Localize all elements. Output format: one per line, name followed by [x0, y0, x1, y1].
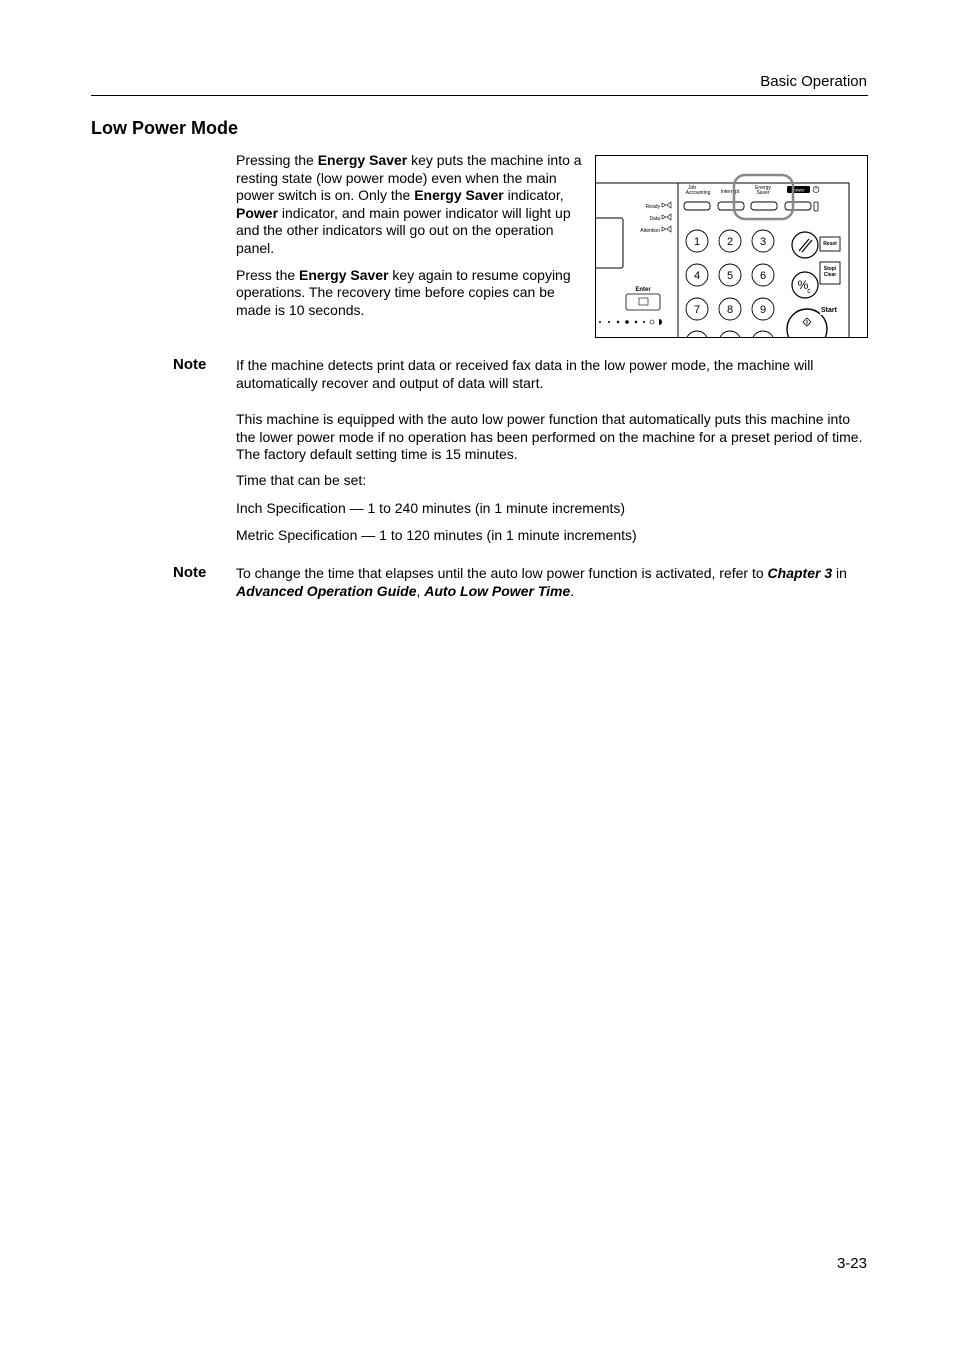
intro-paragraph-1: [236, 152, 586, 258]
text-run: Press the: [236, 266, 300, 283]
attention-indicator-label: Attention: [640, 228, 660, 234]
emphasis-text: Advanced Operation Guide: [236, 582, 417, 599]
interrupt-label: Interrupt: [720, 189, 740, 195]
bold-term: Energy Saver: [317, 152, 408, 168]
stop-label-1: Stop/: [823, 266, 837, 272]
interrupt-key: [718, 202, 744, 210]
bold-term: [768, 565, 833, 581]
text-run: indicator,: [503, 187, 564, 204]
attention-indicator-icon: [662, 226, 671, 232]
text-run: Pressing the: [236, 152, 318, 168]
digit-key-4: 4: [693, 270, 701, 282]
stop-clear-symbol: %: [797, 278, 809, 292]
power-key: [785, 202, 811, 210]
data-indicator-label: Data: [649, 216, 660, 222]
emphasis-text: Auto Low Power Time: [424, 582, 571, 599]
display-screen: [596, 218, 623, 268]
bold-term: [236, 583, 416, 599]
digit-key-7: 7: [693, 304, 701, 316]
stop-label-2: Clear: [823, 272, 837, 278]
energy-saver-label-1: Energy: [755, 185, 771, 191]
digit-key-2: 2: [726, 236, 734, 248]
enter-label: Enter: [635, 287, 651, 293]
time-settable-paragraph: Time that can be set:: [236, 472, 367, 488]
numeric-keypad: [686, 230, 774, 337]
note-2-label: Note: [173, 564, 207, 581]
energy-saver-label-2: Saver: [756, 190, 770, 196]
text-run: .: [570, 582, 575, 599]
bold-term: Energy Saver: [414, 187, 504, 204]
note-2-text: [236, 565, 868, 600]
start-label: Start: [821, 307, 837, 314]
digit-key-1: 1: [693, 236, 701, 248]
power-label: Power: [791, 187, 805, 193]
emphasis-text: Chapter 3: [767, 565, 833, 581]
operation-panel-illustration: [595, 155, 868, 338]
note-1-text: If the machine detects print data or received fax data in the low power mode, the machine will automatically recover and output of data will start.: [236, 357, 814, 391]
text-run: To change the time that elapses until the auto low power function is activated, refer to: [236, 565, 768, 581]
text-run: in: [832, 565, 847, 581]
energy-saver-highlight: [734, 175, 793, 219]
header-rule: [91, 95, 868, 96]
inch-spec-paragraph: Inch Specification — 1 to 240 minutes (in 1 minute increments): [236, 500, 626, 516]
intro-text: [236, 152, 586, 328]
running-header: Basic Operation: [760, 73, 867, 90]
digit-key-8: 8: [726, 304, 734, 316]
digit-key-9: 9: [759, 304, 767, 316]
job-accounting-label-1: Job: [687, 185, 697, 191]
ready-indicator-icon: [662, 202, 671, 208]
note-1-label: Note: [173, 356, 207, 373]
bold-term: Power: [236, 204, 279, 221]
section-title: Low Power Mode: [91, 118, 239, 138]
bold-term: [424, 583, 570, 599]
reset-key: [792, 232, 818, 258]
text-run: key again to resume copying operations. The recovery time before copies can be made is 10 seconds.: [236, 266, 571, 318]
enter-key-symbol: [639, 298, 648, 305]
energy-saver-key: [751, 202, 777, 210]
reset-label: Reset: [823, 241, 837, 247]
main-power-lamp: [814, 202, 818, 211]
digit-key-3: 3: [759, 236, 767, 248]
auto-low-power-paragraph: This machine is equipped with the auto low power function that automatically puts this machine into the lower power mode if no operation has been performed on the machine for a preset period of time. The factory default setting time is 15 minutes.: [236, 411, 863, 463]
intro-paragraph-2: [236, 267, 586, 320]
text-run: key puts the machine into a resting state (low power mode) even when the main power switch is on. Only the: [236, 152, 582, 204]
svg-text:c: c: [807, 288, 811, 295]
job-accounting-key: [684, 202, 710, 210]
mode-dots: [599, 320, 645, 324]
ready-indicator-label: Ready: [645, 204, 660, 210]
digit-key-5: 5: [726, 270, 734, 282]
digit-key-6: 6: [759, 270, 767, 282]
job-accounting-label-2: Accounting: [685, 190, 711, 196]
text-run: ,: [416, 582, 425, 599]
metric-spec-paragraph: Metric Specification — 1 to 120 minutes (in 1 minute increments): [236, 527, 637, 543]
bold-term: Energy Saver: [299, 266, 389, 283]
text-run: indicator, and main power indicator will light up and the other indicators will go out on the operation panel.: [236, 204, 571, 256]
data-indicator-icon: [662, 214, 671, 220]
page-number: 3-23: [836, 1255, 867, 1272]
